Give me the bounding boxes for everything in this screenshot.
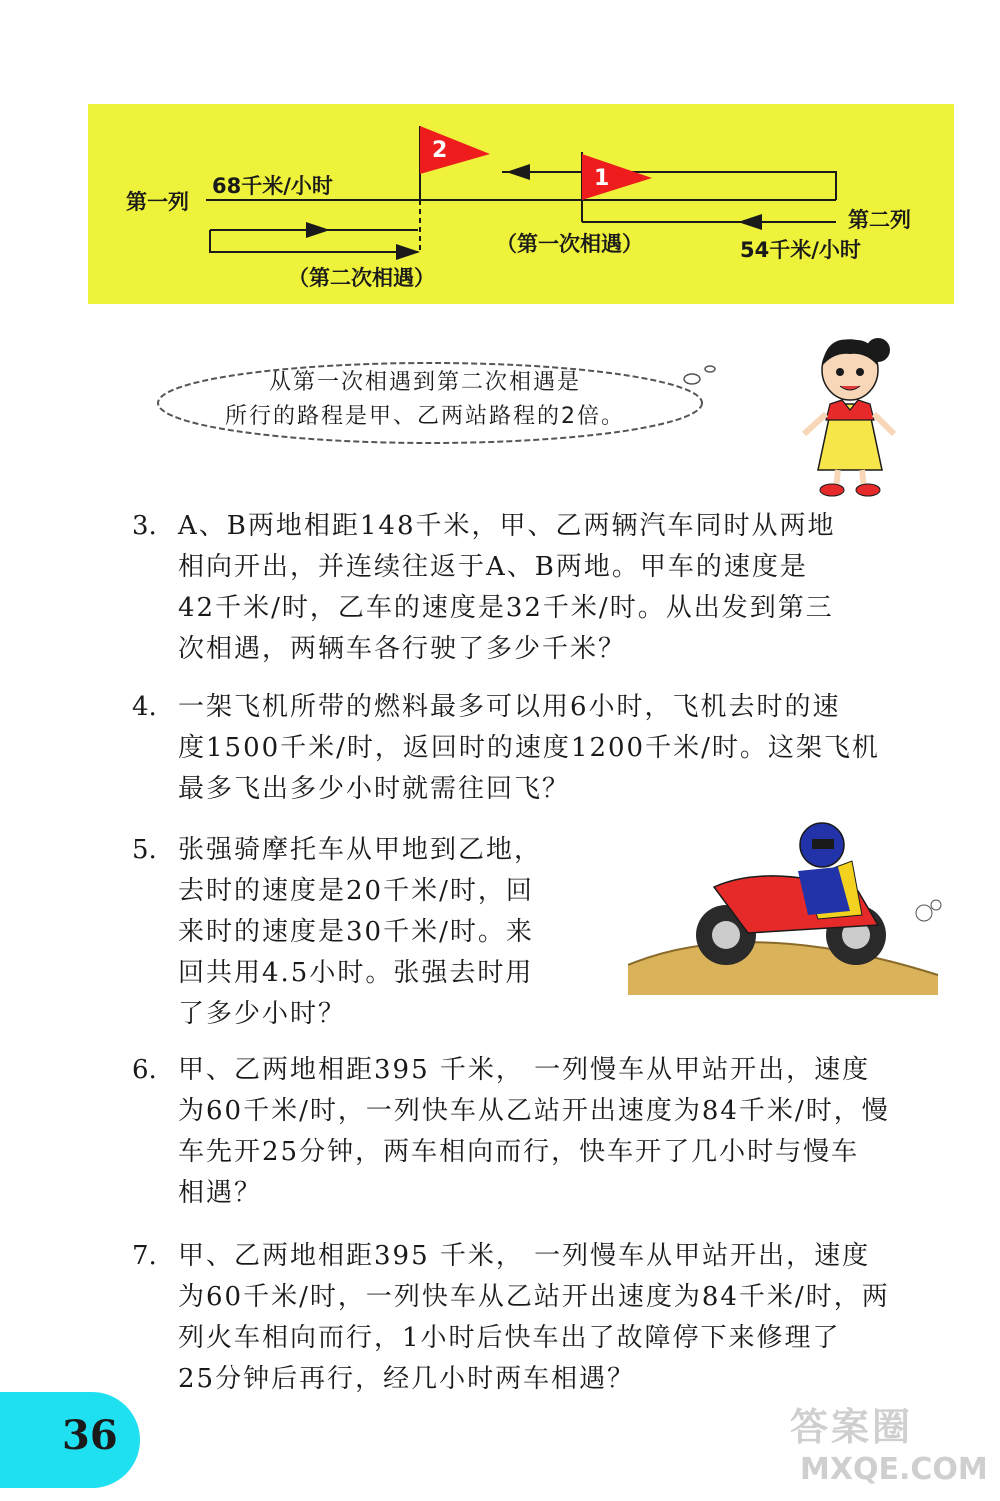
problem-line: 车先开25分钟，两车相向而行，快车开了几小时与慢车 [178,1137,860,1167]
girl-illustration [790,330,910,500]
flag2-number: 2 [432,138,448,163]
problem-line: 42千米/时，乙车的速度是32千米/时。从出发到第三 [178,593,834,623]
problem-line: 相向开出，并连续往返于A、B两地。甲车的速度是 [178,552,808,582]
problem-line: 去时的速度是20千米/时，回 [178,876,534,906]
flag2 [420,126,490,174]
motorcycle-illustration [628,815,948,995]
watermark-logo: 答案圈 [790,1405,914,1449]
problem-line: A、B两地相距148千米，甲、乙两辆汽车同时从两地 [178,511,836,541]
problem-4 [132,687,880,810]
problem-line: 次相遇，两辆车各行驶了多少千米？ [178,634,627,664]
problem-number: 7. [132,1241,157,1271]
problem-line: 度1500千米/时，返回时的速度1200千米/时。这架飞机 [178,733,880,763]
problem-line: 为60千米/时，一列快车从乙站开出速度为84千米/时，慢 [178,1096,890,1126]
problem-line: 相遇？ [178,1178,263,1208]
problem-line: 来时的速度是30千米/时。来 [178,917,534,947]
problem-line: 甲、乙两地相距395 千米， 一列慢车从甲站开出，速度 [178,1241,871,1271]
problem-line: 回共用4.5小时。张强去时用 [178,958,534,988]
problem-line: 25分钟后再行，经几小时两车相遇？ [178,1364,636,1394]
train2-label: 第二列 [848,208,911,232]
problem-7 [132,1236,890,1400]
problem-line: 了多少小时？ [178,999,347,1029]
problem-3 [132,506,836,670]
problem-number: 3. [132,511,157,541]
problem-6 [132,1050,890,1214]
problem-line: 张强骑摩托车从甲地到乙地， [178,835,543,865]
train1-speed: 68千米/小时 [212,174,333,198]
page-number: 36 [62,1412,118,1459]
problem-5 [132,830,542,1035]
watermark-url: MXQE.COM [800,1452,988,1487]
problem-line: 为60千米/时，一列快车从乙站开出速度为84千米/时，两 [178,1282,890,1312]
problem-number: 4. [132,692,157,722]
diagram-lines [88,104,954,304]
bubble-line: 从第一次相遇到第二次相遇是 [268,370,581,395]
first-meet-label: （第一次相遇） [496,232,643,256]
train1-path [210,230,418,252]
train1-label: 第一列 [126,190,189,214]
problem-line: 列火车相向而行，1小时后快车出了故障停下来修理了 [178,1323,841,1353]
bubble-text [190,366,660,434]
problem-line: 一架飞机所带的燃料最多可以用6小时，飞机去时的速 [178,692,841,722]
train2-return-path [502,172,836,200]
problem-number: 5. [132,835,157,865]
problem-line: 最多飞出多少小时就需往回飞？ [178,774,571,804]
second-meet-label: （第二次相遇） [288,266,435,290]
flag1-number: 1 [594,166,610,191]
flag1 [582,154,652,200]
problem-line: 甲、乙两地相距395 千米， 一列慢车从甲站开出，速度 [178,1055,871,1085]
bubble-line: 所行的路程是甲、乙两站路程的2倍。 [225,404,625,429]
problem-number: 6. [132,1055,157,1085]
meeting-diagram [88,104,954,304]
train2-speed: 54千米/小时 [740,238,861,262]
